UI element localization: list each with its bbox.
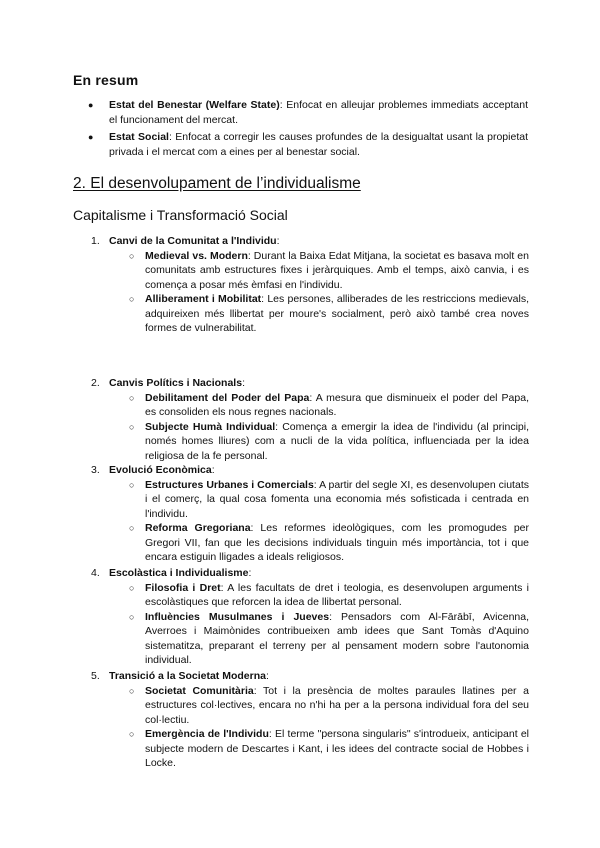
list-item-term: Evolució Econòmica — [109, 464, 212, 476]
list-item-term: Transició a la Societat Moderna — [109, 670, 266, 682]
sub-item-text: : A partir del segle XI, es desenvolupen ciutats i el comerç, la qual cosa fomenta una economia més sofisticada i centrada en l'individu. — [145, 478, 529, 520]
summary-item — [88, 98, 528, 127]
sub-item-term: Medieval vs. Modern — [145, 249, 248, 262]
summary-item-text: : Enfocat en alleujar problemes immediats acceptant el funcionament del mercat. — [109, 99, 528, 126]
list-item-title — [91, 463, 529, 478]
list-number: 2. — [91, 377, 100, 389]
section-heading: 2. El desenvolupament de l’individualisme — [73, 175, 361, 192]
circle-bullet-icon: ○ — [129, 611, 135, 622]
sub-item-term: Reforma Gregoriana — [145, 522, 251, 534]
sub-item-term: Influències Musulmanes i Jueves — [145, 610, 330, 623]
summary-list — [88, 98, 528, 162]
sub-item — [91, 610, 529, 668]
summary-heading: En resum — [73, 72, 139, 88]
sub-item — [91, 391, 529, 420]
list-number: 3. — [91, 464, 100, 476]
list-item-title — [91, 566, 529, 581]
sub-item-term: Debilitament del Poder del Papa — [145, 391, 310, 404]
sub-item — [91, 420, 529, 464]
list-item-suffix: : — [248, 567, 252, 579]
sub-item-term: Filosofia i Dret — [145, 581, 221, 594]
sub-item — [91, 249, 529, 293]
sub-item-text: : El terme "persona singularis" s'introdueix, anticipant el subjecte modern de Descartes i Kant, i les idees del contracte social de Hobbes i Locke. — [145, 728, 530, 769]
sub-item-term: Emergència de l'Individu — [145, 728, 269, 740]
sub-item-term: Subjecte Humà Individual — [145, 420, 276, 433]
sub-item — [91, 521, 529, 565]
circle-bullet-icon: ○ — [129, 523, 135, 533]
sub-item — [91, 292, 529, 336]
sub-item-text: : A mesura que disminueix el poder del Papa, es consoliden els nous regnes nacionals. — [145, 391, 529, 418]
list-item-suffix: : — [276, 235, 280, 247]
sub-item-text: : Les persones, alliberades de les restriccions medievals, adquireixen més llibertat per moure's socialment, però això també crea noves formes de vulnerabilitat. — [145, 293, 530, 334]
sub-item — [91, 478, 529, 522]
summary-item-term: Estat del Benestar (Welfare State) — [109, 99, 280, 111]
sub-item-text: : Tot i la presència de moltes paraules llatines per a estructures col·lectives, encara no n'hi ha per a la persona individual fora del seu col·lectiu. — [145, 684, 529, 726]
list-item — [91, 234, 529, 336]
sub-item-text: : Pensadors com Al-Fārābī, Avicenna, Averroes i Maimònides contribueixen amb idees que Sant Tomàs d'Aquino sistematitza, preparant el terreny per al pensament modern sobre l'autonomia individual. — [145, 610, 530, 666]
sub-item-term: Alliberament i Mobilitat — [145, 293, 262, 305]
sub-item-term: Estructures Urbanes i Comercials — [145, 478, 314, 491]
list-item-title — [91, 669, 529, 684]
list-item-term: Canvi de la Comunitat a l'Individu — [109, 235, 277, 247]
list-item — [91, 463, 529, 565]
list-item-title — [91, 376, 529, 391]
list-item-suffix: : — [242, 377, 245, 389]
summary-item-text: : Enfocat a corregir les causes profundes de la desigualtat usant la propietat privada i el mercat com a eines per al benestar social. — [109, 131, 528, 158]
summary-item-term: Estat Social — [109, 131, 169, 143]
section-subheading: Capitalisme i Transformació Social — [73, 207, 288, 223]
list-number: 5. — [91, 670, 100, 682]
sub-item — [91, 581, 529, 610]
bullet-icon: ● — [88, 100, 94, 110]
circle-bullet-icon: ○ — [129, 479, 135, 490]
list-item-suffix: : — [211, 464, 215, 476]
circle-bullet-icon: ○ — [129, 392, 135, 403]
circle-bullet-icon: ○ — [129, 250, 135, 261]
list-item — [91, 669, 529, 771]
circle-bullet-icon: ○ — [129, 582, 135, 593]
sub-item-text: : Durant la Baixa Edat Mitjana, la societat es basava molt en comunitats amb estructures fixes i jeràrquiques. Amb el temps, això canvia, i es comença a posar més èmfasi en l'individu. — [145, 249, 529, 291]
list-number: 4. — [91, 567, 100, 579]
circle-bullet-icon: ○ — [129, 729, 135, 739]
sub-item-text: : Comença a emergir la idea de l'individu (al principi, només homes lliures) com a nucli de la vida política, influenciada per la idea religiosa de la fe personal. — [145, 420, 529, 462]
list-item — [91, 566, 529, 668]
sub-item — [91, 727, 529, 771]
list-item-term: Canvis Polítics i Nacionals — [109, 377, 243, 389]
list-item-suffix: : — [265, 670, 269, 682]
summary-item — [88, 130, 528, 159]
sub-item — [91, 684, 529, 728]
sub-item-text: : Les reformes ideològiques, com les promogudes per Gregori VII, fan que les decisions individuals tinguin més importància, tot i que encara estiguin lligades a ideals religiosos. — [145, 522, 529, 563]
list-item-title — [91, 234, 529, 249]
list-item — [91, 376, 529, 463]
list-item-term: Escolàstica i Individualisme — [109, 567, 249, 579]
circle-bullet-icon: ○ — [129, 685, 135, 696]
sub-item-text: : A les facultats de dret i teologia, es desenvolupen arguments i escolàstiques que reforcen la idea de llibertat personal. — [145, 581, 529, 608]
list-number: 1. — [91, 235, 100, 247]
circle-bullet-icon: ○ — [129, 421, 135, 432]
circle-bullet-icon: ○ — [129, 294, 135, 304]
sub-item-term: Societat Comunitària — [145, 684, 254, 697]
bullet-icon: ● — [88, 132, 94, 142]
